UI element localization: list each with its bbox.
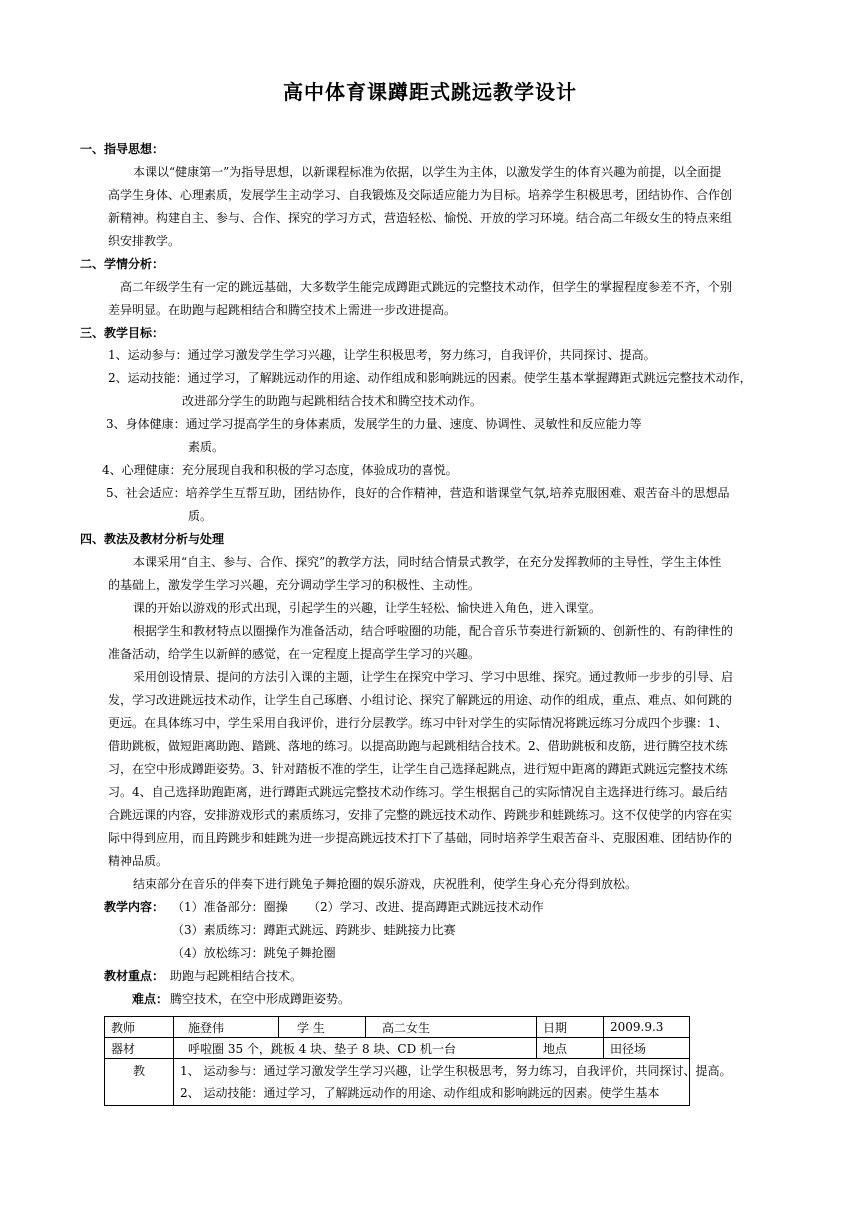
section-heading: 一、指导思想：: [80, 142, 165, 156]
paragraph-line: 借助跳板，做短距离助跑、踏跳、落地的练习。以提高助跑与起跳相结合技术。2、借助跳板和皮筋，进行腾空技术练: [108, 739, 728, 753]
goal-item: 2、运动技能：通过学习，了解跳远动作的用途、动作组成和影响跳远的因素。使学生基本掌握蹲距式跳远完整技术动作，: [108, 371, 752, 385]
teacher-label: 教师: [105, 1017, 174, 1038]
key-point-label: 教材重点：: [104, 969, 165, 983]
goal-item-continued: 改进部分学生的助跑与起跳相结合技术和腾空技术动作。: [182, 394, 483, 408]
goal-item: 5、社会适应：培养学生互帮互助，团结协作，良好的合作精神，营造和谐课堂气氛,培养克服困难、艰苦奋斗的思想品: [106, 486, 730, 500]
content-item: （1）准备部分：圈操: [172, 900, 288, 914]
paragraph-line: 际中得到应用，而且跨跳步和蛙跳为进一步提高跳远技术打下了基础，同时培养学生艰苦奋斗、克服困难、团结协作的: [108, 831, 733, 845]
place-value: 田径场: [604, 1038, 690, 1059]
goal-item: 1、运动参与：通过学习激发学生学习兴趣，让学生积极思考，努力练习，自我评价，共同探讨、提高。: [108, 348, 656, 362]
teacher-value: 施登伟: [174, 1017, 279, 1038]
paragraph-line: 新精神。构建自主、参与、合作、探究的学习方式，营造轻松、愉悦、开放的学习环境。结合高二年级女生的特点来组: [108, 211, 733, 225]
paragraph-line: 本课采用“自主、参与、合作、探究”的教学方法，同时结合情景式教学，在充分发挥教师的主导性，学生主体性: [133, 555, 722, 569]
paragraph-line: 根据学生和教材特点以圈操作为准备活动，结合呼啦圈的功能，配合音乐节奏进行新颖的、创新性的、有韵律性的: [133, 624, 734, 638]
paragraph-line: 合跳远课的内容，安排游戏形式的素质练习，安排了完整的跳远技术动作、跨跳步和蛙跳练习。这不仅使学的内容在实: [108, 808, 733, 822]
key-point-text: 助跑与起跳相结合技术。: [170, 969, 303, 983]
paragraph-line: 课的开始以游戏的形式出现，引起学生的兴趣，让学生轻松、愉快进入角色，进入课堂。: [133, 601, 602, 615]
equipment-label: 器材: [105, 1038, 174, 1059]
goal-line: 2、 运动技能：通过学习，了解跳远动作的用途、动作组成和影响跳远的因素。使学生基本: [180, 1086, 660, 1100]
goal-item: 3、身体健康：通过学习提高学生的身体素质，发展学生的力量、速度、协调性、灵敏性和反应能力等: [106, 417, 642, 431]
paragraph-line: 结束部分在音乐的伴奏下进行跳兔子舞抢圈的娱乐游戏，庆祝胜利，使学生身心充分得到放松。: [133, 877, 638, 891]
goal-item-continued: 质。: [188, 509, 213, 523]
section-heading: 三、教学目标：: [80, 326, 165, 340]
paragraph-line: 精神品质。: [108, 854, 169, 868]
equipment-value: 呼啦圈 35 个，跳板 4 块、垫子 8 块、CD 机一台: [174, 1038, 537, 1059]
goal-label: 教: [105, 1059, 174, 1106]
paragraph-line: 习，在空中形成蹲距姿势。3、针对踏板不准的学生，让学生自己选择起跳点，进行短中距离的蹲距式跳远完整技术练: [108, 762, 728, 776]
section-heading: 二、学情分析：: [80, 257, 165, 271]
student-label: 学 生: [279, 1017, 366, 1038]
content-label: 教学内容：: [104, 900, 165, 914]
date-value: 2009.9.3: [604, 1017, 690, 1038]
table-row: [105, 1059, 690, 1106]
paragraph-line: 采用创设情景、提问的方法引入课的主题，让学生在探究中学习、学习中思维、探究。通过教师一步步的引导、启: [133, 670, 734, 684]
paragraph-line: 高二年级学生有一定的跳远基础，大多数学生能完成蹲距式跳远的完整技术动作，但学生的掌握程度参差不齐，个别: [120, 280, 733, 294]
table-row: [105, 1038, 690, 1059]
date-label: 日期: [537, 1017, 604, 1038]
paragraph-line: 的基础上，激发学生学习兴趣，充分调动学生学习的积极性、主动性。: [108, 578, 481, 592]
difficulty-text: 腾空技术，在空中形成蹲距姿势。: [170, 992, 351, 1006]
goal-cell: [174, 1059, 732, 1106]
lesson-info-table: [104, 1016, 732, 1106]
paragraph-line: 习。4、自己选择助跑距离，进行蹲距式跳远完整技术动作练习。学生根据自己的实际情况自主选择进行练习。最后结: [108, 785, 728, 799]
student-value: 高二女生: [366, 1017, 537, 1038]
goal-item-continued: 素质。: [188, 440, 225, 454]
paragraph-line: 织安排教学。: [108, 234, 181, 248]
goal-item: 4、心理健康：充分展现自我和积极的学习态度，体验成功的喜悦。: [102, 463, 458, 477]
paragraph-line: 高学生身体、心理素质，发展学生主动学习、自我锻炼及交际适应能力为目标。培养学生积极思考，团结协作、合作创: [108, 188, 733, 202]
document-title: 高中体育课蹲距式跳远教学设计: [283, 80, 577, 104]
content-item: （3）素质练习：蹲距式跳远、跨跳步、蛙跳接力比赛: [172, 923, 456, 937]
paragraph-line: 差异明显。在助跑与起跳相结合和腾空技术上需进一步改进提高。: [108, 303, 457, 317]
paragraph-line: 发，学习改进跳远技术动作，让学生自己琢磨、小组讨论、探究了解跳远的用途、动作的组成，重点、难点、如何跳的: [108, 693, 733, 707]
difficulty-label: 难点：: [132, 992, 169, 1006]
content-item: （2）学习、改进、提高蹲距式跳远技术动作: [308, 900, 544, 914]
place-label: 地点: [537, 1038, 604, 1059]
content-item: （4）放松练习：跳兔子舞抢圈: [172, 946, 336, 960]
paragraph-line: 更远。在具体练习中，学生采用自我评价，进行分层教学。练习中针对学生的实际情况将跳远练习分成四个步骤：1、: [108, 716, 728, 730]
section-heading: 四、教法及教材分析与处理: [80, 532, 225, 546]
table-row: [105, 1017, 690, 1038]
paragraph-line: 本课以“健康第一”为指导思想，以新课程标准为依据，以学生为主体，以激发学生的体育兴趣为前提，以全面提: [133, 165, 722, 179]
goal-line: 1、 运动参与：通过学习激发学生学习兴趣，让学生积极思考，努力练习，自我评价，共同探讨、提高。: [180, 1064, 732, 1078]
paragraph-line: 准备活动，给学生以新鲜的感觉，在一定程度上提高学生学习的兴趣。: [108, 647, 481, 661]
